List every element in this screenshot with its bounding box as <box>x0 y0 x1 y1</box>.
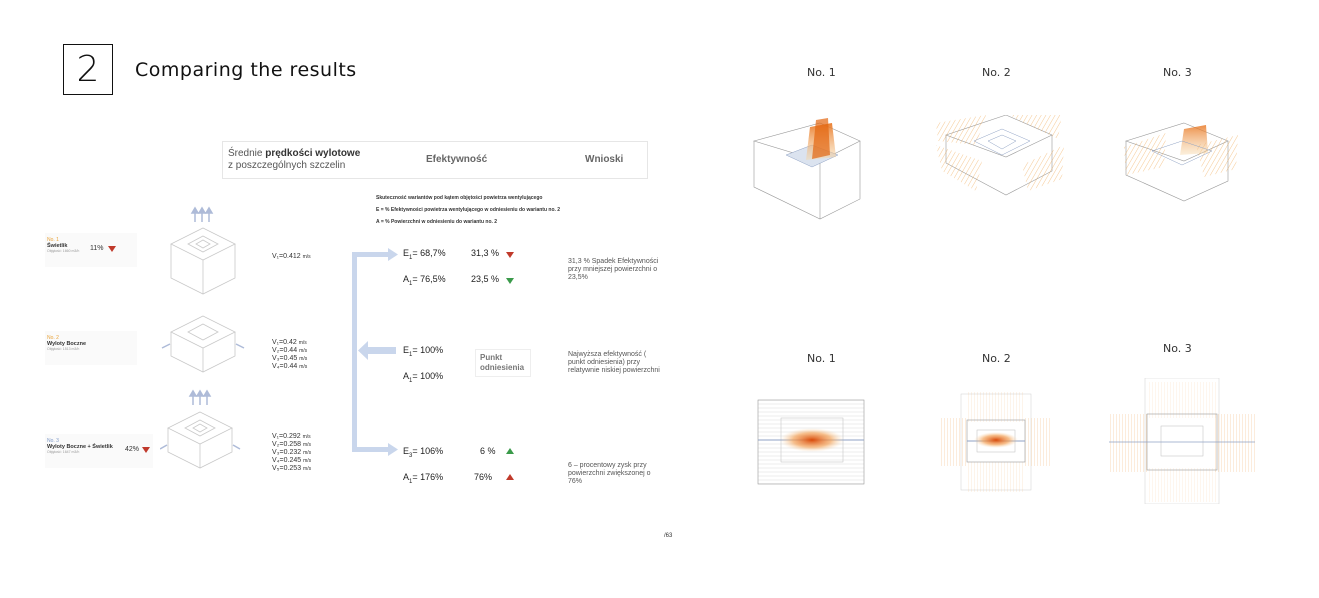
sim-label-bottom-1: No. 1 <box>807 352 836 365</box>
variant-sub: Objętość: 1660 m3/h <box>47 249 80 253</box>
sim-iso-row <box>750 115 1270 225</box>
efficiency-E-1: $E_1= 68,7\%$ <box>403 248 446 261</box>
model-1-box <box>171 228 235 294</box>
variant-name: Świetlik <box>47 243 68 249</box>
velocity-value: V₂=0.258 m/s <box>272 441 312 448</box>
sim-label-bottom-2: No. 2 <box>982 352 1011 365</box>
conclusion-2: Najwyższa efektywność ( punkt odniesienia) przy relatywnie niskiej powierzchni <box>568 351 660 374</box>
velocity-value: V₂=0.44 m/s <box>272 347 308 354</box>
variant-no: No. 2 <box>47 335 59 341</box>
velocities-1 <box>272 253 311 261</box>
velocity-value: V₁=0.292 m/s <box>272 433 311 440</box>
note-line-3: A = % Powierzchni w odniesieniu do wariantu no. 2 <box>376 219 498 225</box>
page-number: /63 <box>664 533 673 539</box>
sim-top-2 <box>941 392 1051 492</box>
efficiency-E-2: $E_1= 100\%$ <box>403 345 444 358</box>
velocities-2 <box>272 339 307 371</box>
velocity-value: V₃=0.45 m/s <box>272 355 308 362</box>
note-line-2: E = % Efektywności powietrza wentylującego w odniesieniu do wariantu no. 2 <box>376 207 561 213</box>
header-velocities-bold: prędkości wylotowe <box>265 148 361 159</box>
airflow-up-icon <box>190 391 210 405</box>
sim-label-bottom-3: No. 3 <box>1163 342 1192 355</box>
efficiency-A-delta-1: 23,5 % <box>471 274 500 284</box>
variant-card-2 <box>45 331 137 365</box>
header-efficiency: Efektywność <box>426 154 488 165</box>
efficiency-E-3: $E_3= 106\%$ <box>403 446 444 459</box>
variant-card-3 <box>45 434 153 468</box>
variant-sub: Objętość: 1647 m3/h <box>47 450 80 454</box>
variant-sub: Objętość: 1513 m3/h <box>47 347 80 351</box>
velocity-value: V₄=0.44 m/s <box>272 363 308 370</box>
up-arrow-icon <box>506 448 514 454</box>
velocity-value: V₁=0.412 m/s <box>272 253 311 260</box>
down-arrow-icon <box>506 252 514 258</box>
slide-number-box <box>63 44 113 95</box>
variant-no: No. 3 <box>47 438 59 444</box>
header-velocities <box>228 148 360 172</box>
velocity-value: V₅=0.253 m/s <box>272 465 312 472</box>
slide-title: Comparing the results <box>135 59 357 81</box>
velocities-3 <box>272 433 311 473</box>
note-line-1: Skuteczność wariantów pod kątem objętości powietrza wentylującego <box>376 195 543 201</box>
header-conclusions: Wnioski <box>585 154 624 165</box>
reference-line-2: odniesienia <box>480 363 525 372</box>
sim-iso-1 <box>754 118 860 219</box>
airflow-side-icon <box>162 344 244 348</box>
model-drawings <box>160 200 250 490</box>
efficiency-A-delta-3: 76% <box>474 472 493 482</box>
sim-label-top-2: No. 2 <box>982 66 1011 79</box>
efficiency-A-1: $A_1= 76,5\%$ <box>403 274 446 287</box>
sim-iso-2 <box>936 115 1064 195</box>
velocity-value: V₃=0.232 m/s <box>272 449 312 456</box>
header-velocities-line2: z poszczególnych szczelin <box>228 160 346 171</box>
arrow-right-icon <box>388 443 398 456</box>
slide-number: 2 <box>76 49 100 90</box>
efficiency-E-delta-3: 6 % <box>480 446 496 456</box>
sim-label-top-3: No. 3 <box>1163 66 1192 79</box>
comparison-bracket <box>350 245 400 460</box>
velocity-value: V₁=0.42 m/s <box>272 339 307 346</box>
efficiency-A-3: $A_1= 176\%$ <box>403 472 444 485</box>
variant-pct: 11% <box>90 245 104 252</box>
efficiency-A-2: $A_1= 100\%$ <box>403 371 444 384</box>
variant-pct: 42% <box>125 446 140 453</box>
variant-no: No. 1 <box>47 237 59 243</box>
sim-top-3 <box>1109 378 1255 504</box>
model-3-box <box>168 412 232 468</box>
variant-name: Wyloty Boczne + Świetlik <box>47 444 113 450</box>
reference-line-1: Punkt <box>480 353 503 362</box>
variant-card-1 <box>45 233 137 267</box>
up-arrow-icon <box>506 474 514 480</box>
model-2-box <box>171 316 235 372</box>
down-arrow-icon <box>142 447 150 453</box>
conclusion-1: 31,3 % Spadek Efektywności przy mniejszej powierzchni o 23,5% <box>568 258 659 281</box>
conclusion-3: 6 – procentowy zysk przy powierzchni zwiększonej o 76% <box>568 462 651 485</box>
reference-point-box <box>475 349 531 377</box>
down-arrow-icon <box>108 246 116 252</box>
sim-top-1 <box>758 400 864 484</box>
arrow-left-icon <box>358 341 368 360</box>
sim-label-top-1: No. 1 <box>807 66 836 79</box>
efficiency-E-delta-1: 31,3 % <box>471 248 500 258</box>
down-arrow-icon <box>506 278 514 284</box>
arrow-right-icon <box>388 248 398 261</box>
airflow-up-icon <box>192 208 212 222</box>
header-velocities-pre: Średnie <box>228 148 266 159</box>
velocity-value: V₄=0.245 m/s <box>272 457 312 464</box>
variant-name: Wyloty Boczne <box>47 341 87 347</box>
sim-top-row <box>755 378 1255 504</box>
sim-iso-3 <box>1124 123 1238 201</box>
